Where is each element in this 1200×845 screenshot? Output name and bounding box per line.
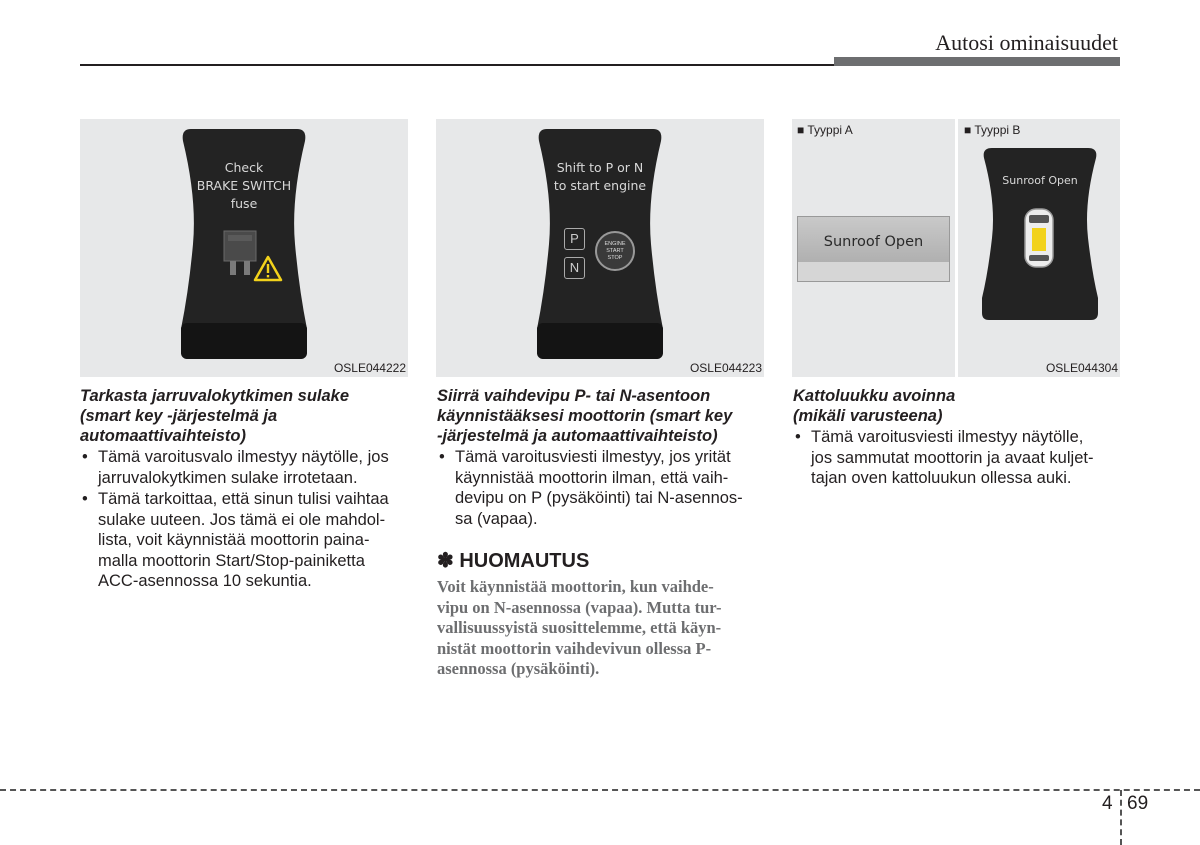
list-item: • Tämä tarkoittaa, että sinun tulisi vaihtaa sulake uuteen. Jos tämä ei ole mahdol- lista, voit käynnistää moottorin paina- malla moottorin Start/Stop-painiketta ACC-asennossa 10 sekuntia. — [82, 490, 389, 590]
type-b-display-text: Sunroof Open — [1002, 174, 1078, 187]
figure-code: OSLE044304 — [1045, 361, 1118, 375]
warning-triangle-icon — [253, 255, 283, 282]
type-b-label: ■ Tyyppi B — [964, 123, 1021, 137]
type-a-display: Sunroof Open — [797, 216, 950, 282]
bullet-list-shift — [437, 447, 767, 530]
caption-brake-switch: Tarkasta jarruvalokytkimen sulake (smart key -järjestelmä ja automaattivaihteisto) — [80, 387, 350, 445]
engine-start-stop-icon: ENGINE START STOP — [595, 231, 635, 271]
header-rule — [80, 64, 838, 66]
caption-shift-to-start: Siirrä vaihdevipu P- tai N-asentoon käynnistääksesi moottorin (smart key -järjestelmä ja automaattivaihteisto) — [437, 387, 733, 445]
figure-code: OSLE044222 — [333, 361, 406, 375]
figure-code: OSLE044223 — [689, 361, 762, 375]
page-number: 69 — [1127, 793, 1149, 814]
figure-brake-switch — [80, 119, 408, 377]
footer-divider — [1120, 790, 1122, 845]
gear-p-indicator: P — [564, 228, 585, 250]
display-message: Check BRAKE SWITCH fuse — [196, 160, 292, 211]
figure-shift-to-start — [436, 119, 764, 377]
list-item: • Tämä varoitusviesti ilmestyy näytölle, jos sammutat moottorin ja avaat kuljet- tajan oven kattoluukun ollessa auki. — [795, 428, 1094, 487]
note-body: Voit käynnistää moottorin, kun vaihde- vipu on N-asennossa (vapaa). Mutta tur- vallisuussyistä suosittelemme, että käyn- nistät moottorin vaihdevivun ollessa P- asennossa (pysäköinti). — [437, 577, 722, 678]
type-a-label: ■ Tyyppi A — [797, 123, 853, 137]
figure-sunroof-open — [792, 119, 1120, 377]
car-top-view-icon — [1021, 207, 1057, 269]
section-number: 4 — [1102, 793, 1113, 814]
footer-rule — [0, 789, 1200, 791]
list-item: • Tämä varoitusviesti ilmestyy, jos yrität käynnistää moottorin ilman, että vaih- devipu on P (pysäköinti) tai N-asennos- sa (vapaa). — [439, 448, 743, 528]
section-title: Autosi ominaisuudet — [935, 30, 1118, 55]
display-message: Shift to P or N to start engine — [553, 160, 647, 193]
bullet-list-brake-switch — [80, 447, 410, 593]
bullet-list-sunroof — [793, 427, 1123, 490]
gear-n-indicator: N — [564, 257, 585, 279]
header-rule-accent — [834, 57, 1120, 66]
caption-sunroof-open: Kattoluukku avoinna (mikäli varusteena) — [793, 387, 956, 425]
list-item: • Tämä varoitusvalo ilmestyy näytölle, jos jarruvalokytkimen sulake irrotetaan. — [82, 448, 389, 487]
note-heading: ✽ HUOMAUTUS — [437, 550, 590, 572]
